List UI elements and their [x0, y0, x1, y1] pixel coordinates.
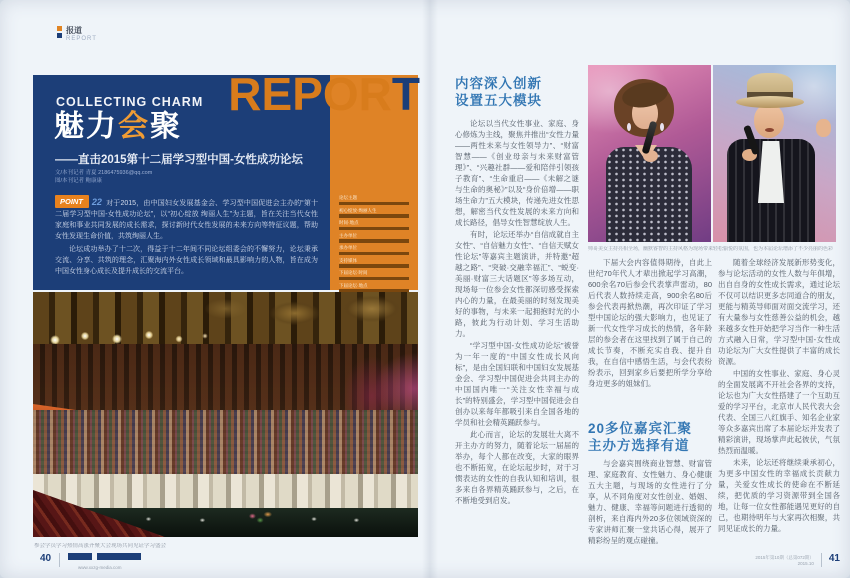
body-paragraph: 未来，论坛还将继续秉承初心，为更多中国女性的幸福成长贡献力量，关爱女性成长的使命在不断延续，把优质的学习资源带到全国各地，让每一位女性都能遇见更好的自己，也期待明年与大家再次相聚，共同见证成长的力量。 [718, 458, 840, 533]
male-host-face [754, 104, 784, 138]
photo-chair-covers [33, 474, 418, 512]
section-name-cn: 报道 [66, 26, 82, 35]
photo-audience-crowd [33, 410, 418, 482]
female-host-photo [588, 65, 711, 242]
right-page-number: 41 [828, 553, 840, 564]
title-part-a: 魅力 [54, 110, 118, 143]
body-paragraph: 与会嘉宾围绕商业智慧、财富管理、家庭教育、女性魅力、身心健康五大主题，与现场的女性进行了分享，从不同角度对女性创业、婚姻、魅力、健康、幸福等问题进行透彻的剖析，来自海内外20多位领域资深的专家讲师汇聚一堂共话心得，展开了精彩纷呈的观点碰撞。 [588, 459, 712, 545]
article-subtitle: ——直击2015第十二届学习型中国-女性成功论坛 [55, 154, 303, 166]
section-name-en: REPORT [66, 36, 97, 42]
heading-guests [588, 420, 712, 454]
sidebar-row-bar [339, 264, 409, 268]
report-wordmark [228, 69, 420, 119]
footer-divider [821, 553, 822, 567]
column-2-upper [588, 257, 712, 415]
footer-divider [59, 553, 60, 567]
fedora-hat-brim [736, 96, 804, 108]
body-paragraph: “学习型中国-女性成功论坛”被誉为一年一度的“中国女性成长风向标”，是由全国妇联和中国妇女发展基金会、学习型中国促进会共同主办的中国国内唯一“关注女性幸福与成长”的特别盛会，学习型中国促进会自创办以来每年都吸引来自全国各地的学员和社会精英踊跃参与。 [455, 341, 579, 427]
female-host-earring [660, 123, 664, 131]
tag-squares [57, 26, 62, 43]
intro-paragraph-1 [55, 195, 318, 242]
article-title [54, 109, 182, 145]
forum-info-sidebar [339, 195, 409, 303]
credit-line-1: 文/本刊记者 青夏 2186475936@qq.com [55, 170, 153, 176]
sidebar-row-bar [339, 252, 409, 256]
title-part-c: 聚 [150, 110, 182, 143]
column-2-lower [588, 458, 712, 546]
heading-guests-line2: 主办方选择有道 [588, 438, 690, 453]
sidebar-row-label: 时间·地点 [339, 220, 359, 225]
photo-back-wall [33, 344, 418, 416]
sidebar-row-label: 支持媒体 [339, 257, 357, 263]
left-photo-caption: 参会学员学习热情高涨齐聚大会现场共同见证学习盛会 [34, 543, 167, 549]
navy-square-icon [57, 33, 62, 38]
intro-paragraph-2: 论坛成功举办了十二次，得益于十二年间不同论坛组委会的不懈努力，论坛秉承交流、分享、共筑的理念，汇聚海内外女性成长领域和最具影响力的人物，旨在成为中国女性身心成长及提升成长的交流平台。 [55, 246, 318, 275]
body-paragraph: 中国的女性事业、家庭、身心灵的全面发展离不开社会各界的支持，论坛也为广大女性搭建了一个互助互爱的学习平台，北京市人民代表大会代表、全国三八红旗手、知名企业家等众多嘉宾出席了本届论坛并发表了精彩演讲，现场掌声此起彼伏，气氛热烈而温暖。 [718, 369, 840, 455]
sidebar-row-bar [339, 227, 409, 231]
eyebrow-title: COLLECTING CHARM [56, 95, 204, 109]
issue-line-2: 2015.10 [797, 561, 814, 566]
point-badge: POINT [55, 195, 89, 208]
left-page-number: 40 [40, 553, 52, 564]
right-page-footer [690, 553, 840, 567]
point-issue-number: 22 [91, 197, 102, 207]
sidebar-row-bar [339, 239, 409, 243]
magazine-site-url: www.xxzg-media.com [78, 565, 122, 570]
brand-block-icon [68, 553, 92, 560]
sidebar-row-label: 论坛主题 [339, 195, 357, 200]
issue-info [755, 555, 814, 567]
conference-hall-photo [33, 292, 418, 537]
sidebar-row-bar [339, 214, 409, 218]
intro-text-1: 对于2015，由中国妇女发展基金会、学习型中国促进会主办的“第十二届学习型中国-女性成功论坛”，以“初心绽放 绚丽人生”为主题，旨在关注当代女性家庭和事业共同发展的成长需求，探讨新时代女性发展的未来方向等特征议题，帮助女性发现生命价值，共筑绚丽人生。 [55, 200, 318, 240]
sidebar-row-bar [339, 277, 409, 281]
column-1-body [455, 118, 579, 506]
body-paragraph: 论坛以当代女性事业、家庭、身心修炼为主线，聚焦并推出“女性力量——两性未来与女性领导力”、“财富智慧——《创业母亲与未来财富管理》”、“兴趣社群——爱和陪伴引领孩子教育”、“生命重启——《未解之谜与生命的奥秘》”以及“身价倍增——职场生命力”五大模块，传递先进女性思想，解密当代女性发展的未来方向和成长路径，倡导女性智慧绽放人生。 [455, 119, 579, 227]
heading-modules [455, 75, 579, 109]
heading-modules-line1: 内容深入创新 [455, 76, 542, 91]
issue-line-1: 2015年第10期（总第072期） [755, 555, 814, 560]
male-host-smile [765, 128, 774, 132]
hosts-photo [588, 65, 836, 242]
report-wordmark-tail: T [391, 68, 420, 120]
heading-guests-line1: 20多位嘉宾汇聚 [588, 421, 693, 436]
credit-line-2: 图/本刊记者 鲍康康 [55, 178, 103, 184]
body-paragraph: 下届大会内容值得期待，自此上世纪70年代人才辈出掀起学习高潮，600余名70后参会代表掌声雷动，80后代表人数持续走高，900余名80后参会代表再掀热潮，再次印证了学习型中国论坛的强大影响力，也见证了新一代女性学习成长的热情，各年龄层的参会者在这里找到了属于自己的成长节奏，不断充实自我、提升自我，在自信中感悟生活，与会代表纷纷表示，回到家乡后要把所学分享给身边更多的姐妹们。 [588, 258, 712, 388]
section-tag [57, 26, 97, 43]
brand-block-icon [97, 553, 141, 560]
body-paragraph: 此心而言，论坛的发展壮大离不开主办方的努力，随着论坛一届届的举办，每个人都在改变，大家的眼界也不断拓宽，在论坛起步时，对于习惯表达的女性的自我认知和培训，很多来自各界精英踊跃参与，之后，在不断地受到启发。 [455, 430, 579, 505]
sidebar-row-label: 承办单位 [339, 245, 357, 250]
title-part-b: 会 [118, 110, 150, 143]
magazine-brand-blocks [68, 553, 141, 560]
sidebar-row-label: 下届论坛·时间 [339, 270, 368, 275]
sidebar-row-label: 初心绽放·绚丽人生 [339, 207, 377, 213]
sidebar-row-label: 主办单位 [339, 232, 357, 238]
heading-modules-line2: 设置五大模块 [455, 93, 542, 108]
sidebar-row-bar [339, 202, 409, 206]
spread-gutter [422, 0, 438, 578]
article-header [33, 68, 420, 290]
male-host-photo [713, 65, 836, 242]
column-1 [455, 75, 579, 545]
intro-block [55, 195, 318, 279]
tag-text [66, 26, 97, 43]
orange-square-icon [57, 26, 62, 31]
report-wordmark-main: REPOR [228, 68, 392, 120]
body-paragraph: 有时，论坛还举办“自信成就自主女性”、“自信魅力女性”、“自信天赋女性论坛”等嘉宾主题演讲，并特邀“超越之路”、“突破·交融幸福汇”、“蜕变·美丽·财富三大话题区”等多场互动，现场每一位参会女性都深切感受探索内心的力量，在最美丽的时刻发现美好的事物，与未来一起拥抱时光的小路，彼此为行动计划、学习生活助力。 [455, 230, 579, 338]
right-photo-caption: 帅哥美女主持亮相全场，幽默睿智的主持风格为现场带来轻松愉悦的氛围，也为本届论坛增添了不少亮丽的色彩 [588, 246, 834, 252]
female-host-earring [627, 123, 631, 131]
male-host-raised-hand [816, 119, 831, 137]
heading-guests-wrap [588, 420, 712, 454]
sidebar-row-label: 下届论坛·地点 [339, 282, 368, 288]
column-3 [718, 257, 840, 546]
body-paragraph: 随着全球经济发展新形势变化，参与论坛活动的女性人数与年俱增，出自自身的女性成长需求，通过论坛不仅可以结识更多志同道合的朋友，更能与精英导师面对面交流学习，还有大量参与女性慈善公益的机会，越来越多女性开始把学习当作一种生活方式融入日常，学习型中国-女性成功论坛为广大女性提供了丰富的成长资源。 [718, 258, 840, 366]
